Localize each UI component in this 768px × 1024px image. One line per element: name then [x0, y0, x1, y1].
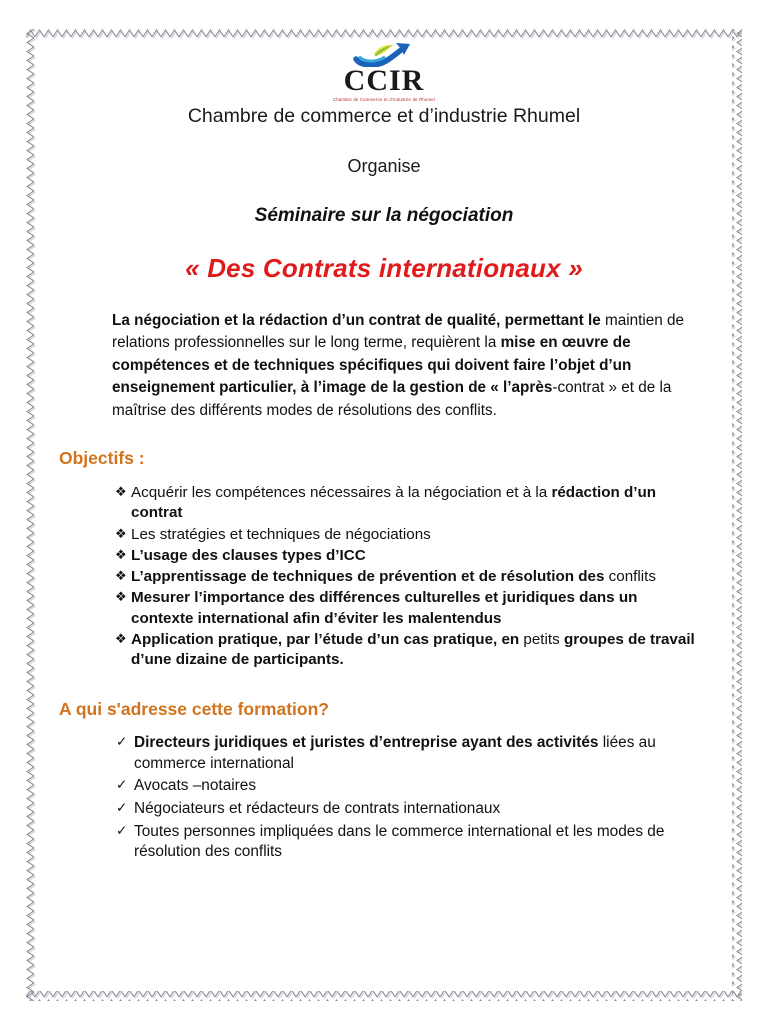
text-run: L’usage des clauses types d’ICC: [131, 546, 366, 564]
text-run: conflits: [608, 568, 656, 586]
text-run: liées au commerce international: [134, 734, 656, 772]
text-run: maintien de relations professionnelles sur le long terme, requièrent la: [112, 311, 685, 352]
text-run: mise en œuvre de compétences et de techniques spécifiques: [112, 334, 631, 374]
diamond-bullet-icon: ❖: [115, 484, 127, 500]
text-run: Application pratique, par l’étude d’un cas pratique, en: [131, 630, 524, 648]
organise-label: Organise: [347, 155, 421, 176]
list-item: [115, 525, 696, 545]
text-run: Mesurer l’importance des différences culturelles et juridiques dans un contexte international afin d’éviter les malentendus: [131, 589, 638, 627]
seminar-subtitle: Séminaire sur la négociation: [254, 204, 514, 226]
text-run: petits: [523, 630, 564, 648]
list-item: [115, 567, 696, 587]
checkmark-bullet-icon: ✓: [116, 822, 128, 838]
section-heading-audience: A qui s'adresse cette formation?: [59, 699, 329, 720]
organization-name: Chambre de commerce et d’industrie Rhumel: [187, 104, 581, 127]
document-content: [26, 29, 742, 1001]
text-run: qui doivent faire l’objet d’un enseignement particulier, à l’image de la gestion de « l’après: [112, 356, 632, 397]
diamond-bullet-icon: ❖: [115, 630, 127, 646]
checkmark-bullet-icon: ✓: [116, 800, 128, 816]
text-run: rédaction d’un contrat: [131, 484, 657, 522]
text-run: La négociation et la rédaction d’un contrat de qualité, permettant le: [112, 311, 605, 329]
audience-list: [56, 733, 712, 863]
text-run: Acquérir les compétences nécessaires à la négociation et à la: [131, 484, 552, 502]
diamond-bullet-icon: ❖: [115, 589, 127, 605]
logo-subtitle: Chambre de Commerce et d'Industrie de Rhumel: [332, 96, 436, 102]
list-item: [115, 733, 696, 774]
list-item: [115, 546, 696, 566]
diamond-bullet-icon: ❖: [115, 525, 127, 541]
page-title: « Des Contrats internationaux »: [185, 252, 583, 283]
text-run: L’apprentissage de techniques de prévention et de résolution des: [131, 568, 609, 586]
checkmark-bullet-icon: ✓: [116, 734, 128, 750]
text-run: groupes de travail d’une dizaine de participants.: [131, 630, 695, 668]
intro-paragraph: [56, 310, 712, 422]
logo-wordmark: CCIR: [343, 64, 425, 97]
section-heading-objectifs: Objectifs :: [59, 448, 145, 469]
diamond-bullet-icon: ❖: [115, 546, 127, 562]
text-run: Négociateurs et rédacteurs de contrats internationaux: [134, 800, 501, 818]
text-run: Les stratégies et techniques de négociations: [131, 525, 431, 543]
text-run: Directeurs juridiques et juristes d’entreprise ayant des activités: [134, 734, 603, 752]
diamond-bullet-icon: ❖: [115, 568, 127, 584]
list-item: [115, 483, 696, 523]
list-item: [115, 588, 696, 628]
text-run: Avocats –notaires: [134, 777, 257, 795]
ccir-logo: [56, 41, 712, 102]
text-run: -contrat » et de la maîtrise des différents modes de résolutions des conflits.: [112, 379, 672, 419]
text-run: Toutes personnes impliquées dans le commerce international et les modes de résolution des conflits: [134, 822, 665, 861]
list-item: [115, 776, 696, 797]
list-item: [115, 799, 696, 820]
checkmark-bullet-icon: ✓: [116, 777, 128, 793]
list-item: [115, 630, 696, 670]
objectives-list: [56, 483, 712, 670]
list-item: [115, 822, 696, 863]
